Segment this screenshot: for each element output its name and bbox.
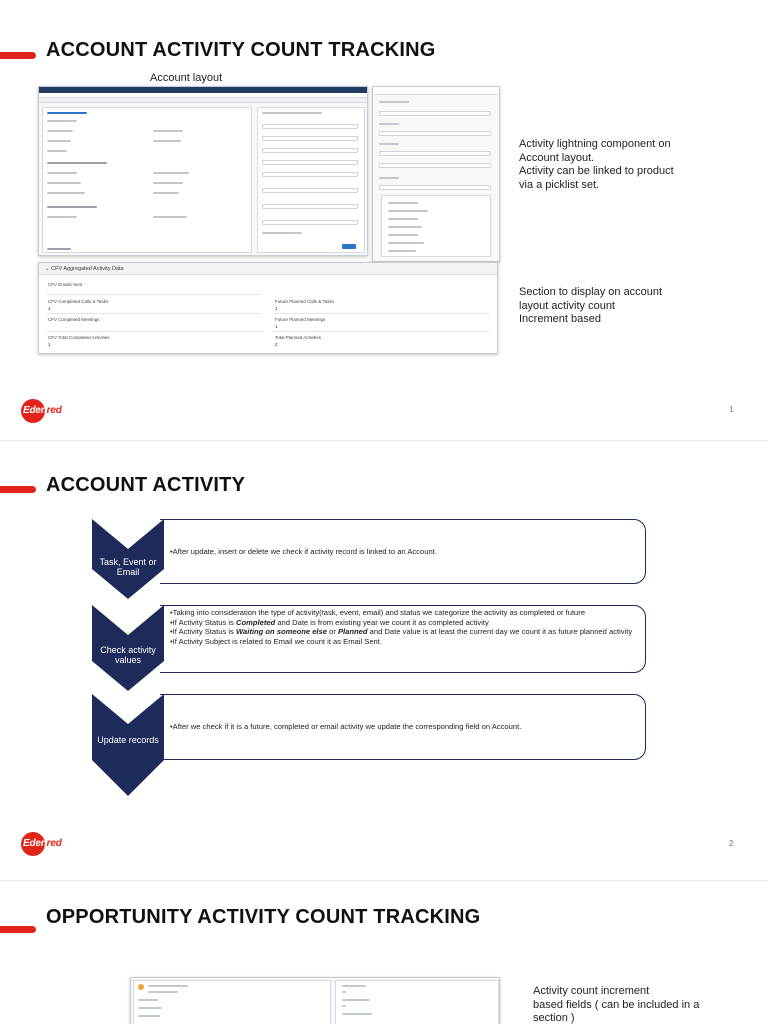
- step-2-line: •If Activity Status is Waiting on someone else or Planned and Date value is at least the current day we count it as future planned activity: [170, 627, 633, 637]
- title-accent-bar: [0, 52, 36, 59]
- activity-component-screenshot: [372, 86, 500, 262]
- field-label: Future Planned Calls & Tasks: [275, 299, 334, 304]
- step-2-line: •If Activity Subject is related to Email we count it as Email Sent.: [170, 636, 382, 646]
- caption-line: Account layout.: [519, 151, 595, 164]
- field-label: Future Planned Meetings: [275, 317, 326, 322]
- step-1-label: Task, Event or Email: [99, 557, 157, 577]
- step-2-description: [160, 605, 646, 673]
- field-value: 1: [48, 306, 51, 311]
- step-1-chevron: [92, 519, 164, 599]
- account-layout-screenshot: [38, 86, 368, 256]
- step-1-description: [160, 519, 646, 584]
- field-value: 1: [48, 342, 51, 347]
- edenred-logo: Edenred: [21, 399, 61, 423]
- field-label: CFV Completed Calls & Tasks: [48, 299, 109, 304]
- slide-title: ACCOUNT ACTIVITY: [46, 474, 246, 496]
- edenred-logo: Edenred: [21, 832, 61, 856]
- step-3-label: Update records: [97, 735, 159, 745]
- field-label: Total Planned Activities: [275, 335, 322, 340]
- step-2-text: [170, 608, 635, 646]
- field-label: CFV Emails Sent: [48, 282, 83, 287]
- step-3-text: •After we check if it is a future, completed or email activity we update the corresponding field on Account.: [170, 722, 522, 731]
- title-accent-bar: [0, 926, 36, 933]
- slide-2: [0, 440, 768, 880]
- opportunity-caption: [533, 985, 699, 1024]
- chevron-down-icon: ⌄: [45, 266, 52, 272]
- component-caption: [519, 138, 674, 192]
- caption-line: Activity can be linked to product: [519, 165, 674, 177]
- step-3-chevron: [92, 694, 164, 796]
- field-value: 1: [275, 324, 278, 329]
- step-2-line: •If Activity Status is Completed and Date is from existing year we count it as completed activity: [170, 617, 489, 627]
- section-caption: [519, 286, 662, 327]
- title-accent-bar: [0, 486, 36, 493]
- step-2-chevron: [92, 605, 164, 691]
- caption-line: layout activity count: [519, 299, 615, 312]
- step-2-label: Check activity values: [100, 645, 156, 665]
- step-1-text: •After update, insert or delete we check if activity record is linked to an Account.: [170, 547, 437, 556]
- step-3-description: [160, 694, 646, 760]
- account-layout-label: Account layout: [150, 72, 223, 84]
- slide-title: ACCOUNT ACTIVITY COUNT TRACKING: [46, 39, 436, 61]
- caption-line: via a picklist set.: [519, 178, 600, 191]
- slide-title: OPPORTUNITY ACTIVITY COUNT TRACKING: [46, 906, 481, 928]
- aggregated-activity-section: [38, 262, 498, 354]
- page-number: 1: [729, 405, 734, 414]
- slide-3: [0, 880, 768, 1024]
- field-label: CFV Completed Meetings: [48, 317, 100, 322]
- step-2-line: •Taking into consideration the type of activity(task, event, email) and status we categorize the activity as completed or future: [170, 608, 586, 617]
- page-number: 2: [729, 839, 734, 848]
- field-label: CFV Total Completed Activities: [48, 335, 110, 340]
- caption-line: Increment based: [519, 313, 601, 325]
- caption-line: Section to display on account: [519, 286, 663, 298]
- caption-line: section ): [533, 1012, 575, 1024]
- opportunity-layout-screenshot: [130, 977, 500, 1024]
- caption-line: based fields ( can be included in a: [533, 998, 700, 1011]
- aggregated-section-header: [39, 263, 497, 275]
- aggregated-header-label: CFV Aggregated Activity Data: [51, 266, 124, 272]
- caption-line: Activity count increment: [533, 985, 650, 997]
- caption-line: Activity lightning component on: [519, 138, 671, 150]
- slide-1: [0, 0, 768, 440]
- field-value: 1: [275, 306, 278, 311]
- field-value: 2: [275, 342, 278, 347]
